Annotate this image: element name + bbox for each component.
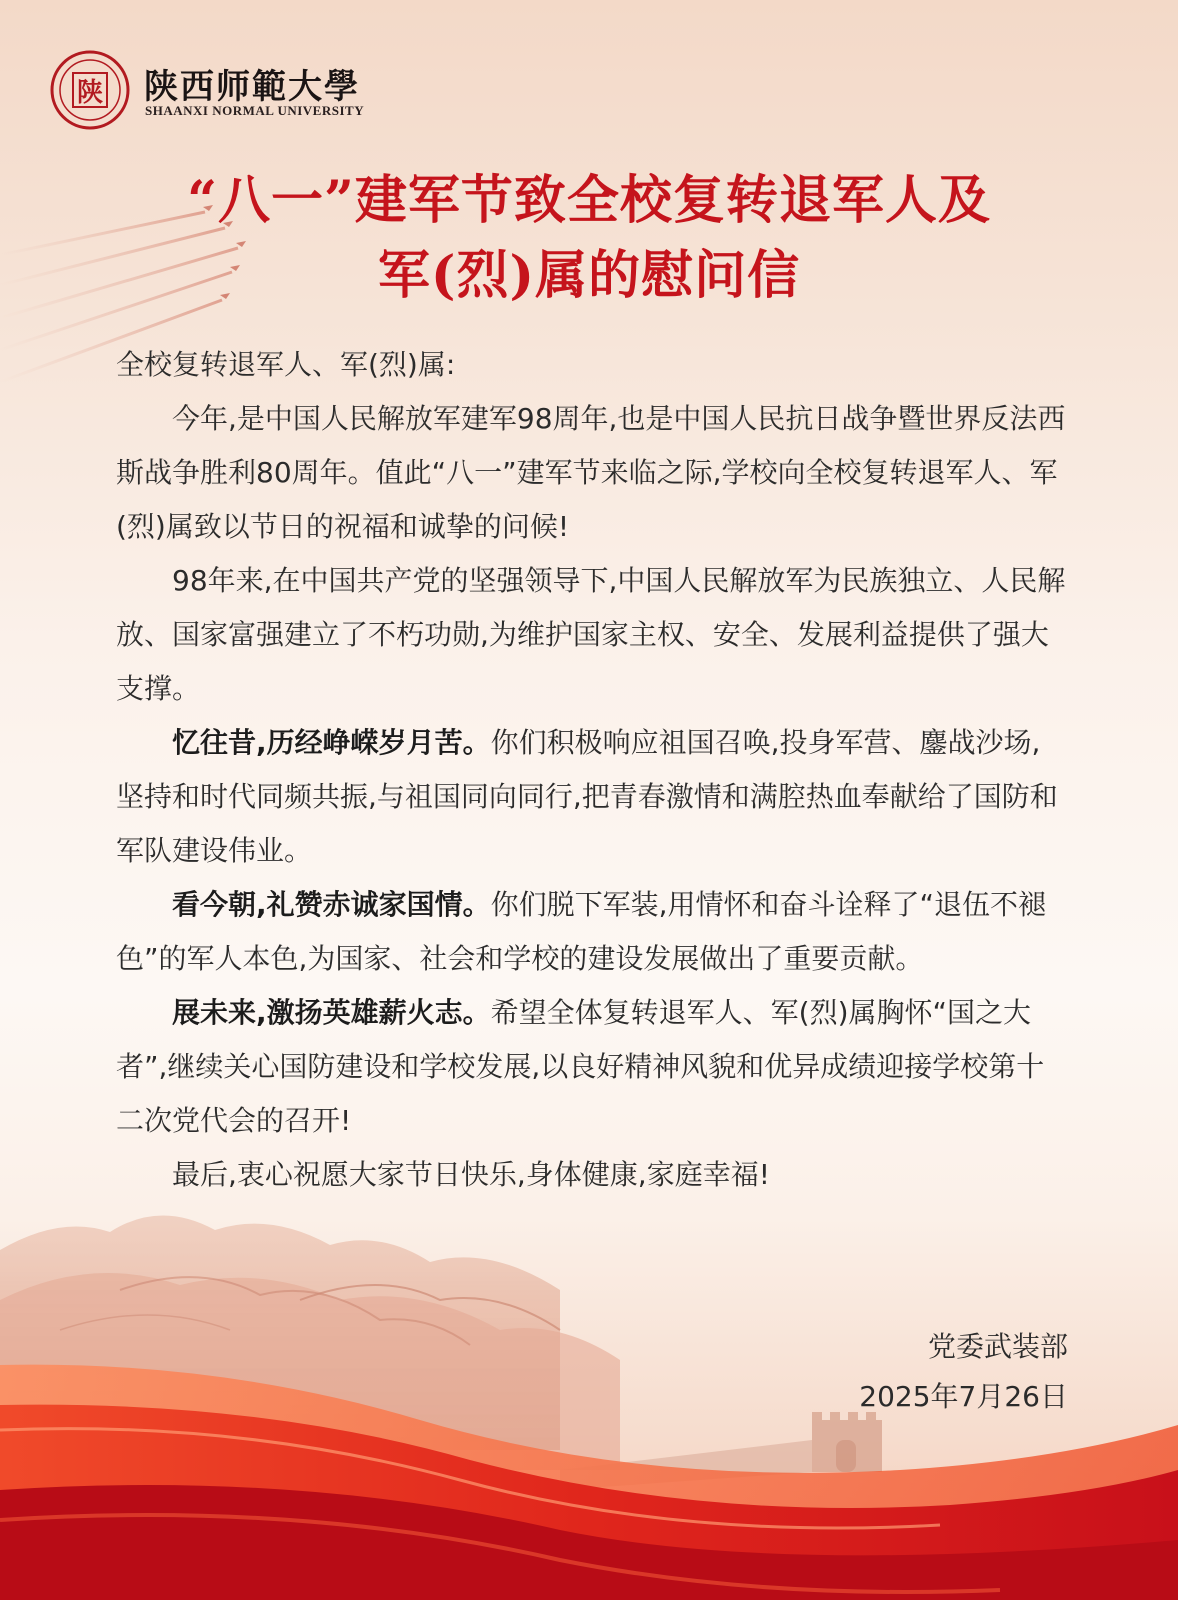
paragraph-6: 最后,衷心祝愿大家节日快乐,身体健康,家庭幸福! bbox=[172, 1158, 770, 1191]
paragraph-3-heading: 忆往昔,历经峥嵘岁月苦。 bbox=[172, 726, 491, 759]
letter-title-line-1: “八一”建军节致全校复转退军人及 bbox=[187, 170, 991, 231]
signature-block bbox=[859, 1322, 1068, 1422]
university-name-en: SHAANXI NORMAL UNIVERSITY bbox=[145, 103, 365, 118]
paragraph-1: 今年,是中国人民解放军建军98周年,也是中国人民抗日战争暨世界反法西斯战争胜利80周年。值此“八一”建军节来临之际,学校向全校复转退军人、军(烈)属致以节日的祝福和诚挚的问候! bbox=[116, 402, 1066, 543]
paragraph-3 bbox=[116, 716, 1068, 878]
signature-date: 2025年7月26日 bbox=[859, 1380, 1068, 1413]
signature-org: 党委武装部 bbox=[927, 1330, 1068, 1363]
seal-glyph: 陕 bbox=[76, 78, 104, 108]
paragraph-3-text: 你们积极响应祖国召唤,投身军营、鏖战沙场,坚持和时代同频共振,与祖国同向同行,把青春激情和满腔热血奉献给了国防和军队建设伟业。 bbox=[116, 726, 1058, 867]
paragraph-4 bbox=[116, 878, 1068, 986]
paragraph-4-text: 你们脱下军装,用情怀和奋斗诠释了“退伍不褪色”的军人本色,为国家、社会和学校的建设发展做出了重要贡献。 bbox=[116, 888, 1047, 975]
paragraph-5 bbox=[116, 986, 1068, 1148]
paragraph-2: 98年来,在中国共产党的坚强领导下,中国人民解放军为民族独立、人民解放、国家富强建立了不朽功勋,为维护国家主权、安全、发展利益提供了强大支撑。 bbox=[116, 564, 1066, 705]
letter-body bbox=[116, 338, 1068, 1202]
paragraph-5-text: 希望全体复转退军人、军(烈)属胸怀“国之大者”,继续关心国防建设和学校发展,以良好精神风貌和优异成绩迎接学校第十二次党代会的召开! bbox=[116, 996, 1045, 1137]
university-seal-icon bbox=[50, 50, 130, 130]
paragraph-4-heading: 看今朝,礼赞赤诚家国情。 bbox=[172, 888, 491, 921]
paragraph-5-heading: 展未来,激扬英雄薪火志。 bbox=[172, 996, 491, 1029]
university-name-cn: 陕西师範大學 bbox=[144, 67, 360, 107]
salutation: 全校复转退军人、军(烈)属: bbox=[116, 348, 456, 381]
letter-title-line-2: 军(烈)属的慰问信 bbox=[377, 245, 801, 306]
university-logo bbox=[50, 50, 365, 130]
